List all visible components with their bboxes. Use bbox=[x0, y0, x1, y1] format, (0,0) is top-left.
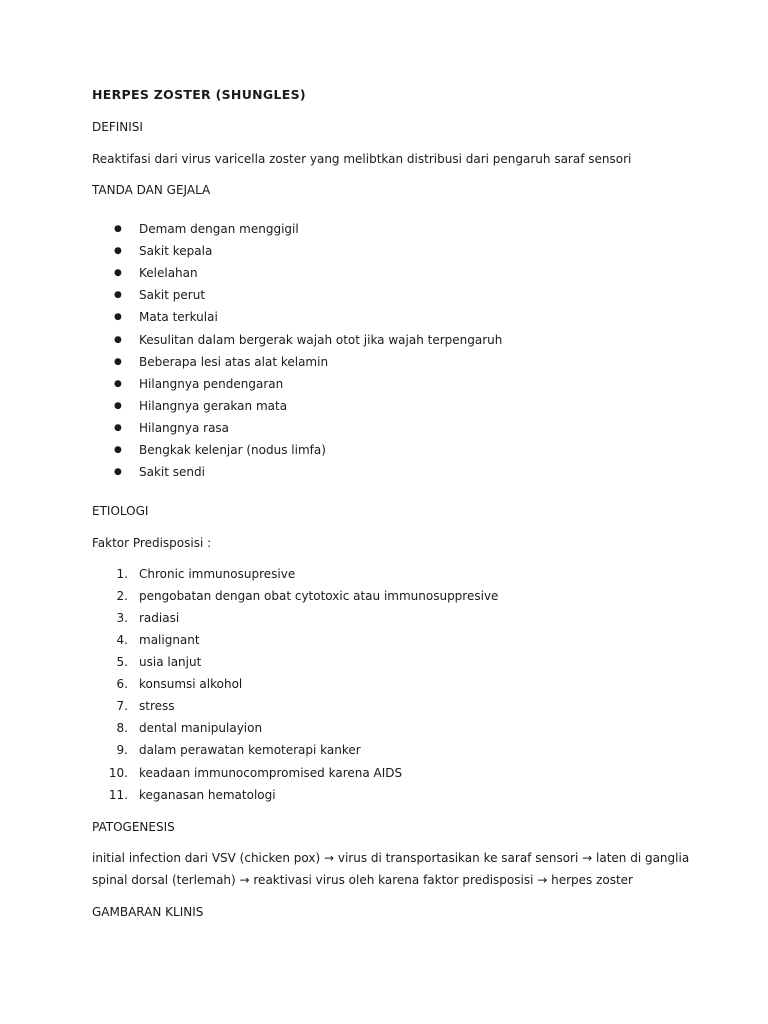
definisi-text: Reaktifasi dari virus varicella zoster yang melibtkan distribusi dari pengaruh saraf sensori bbox=[92, 152, 632, 166]
list-item-text: konsumsi alkohol bbox=[139, 677, 243, 691]
bullet-icon: ● bbox=[114, 379, 122, 389]
list-item-text: stress bbox=[139, 699, 175, 713]
list-number: 10. bbox=[108, 766, 128, 780]
list-item-text: pengobatan dengan obat cytotoxic atau immunosuppresive bbox=[139, 589, 499, 603]
list-item-text: Sakit perut bbox=[139, 288, 206, 302]
list-item-text: Hilangnya pendengaran bbox=[139, 377, 284, 391]
heading-tanda-gejala: TANDA DAN GEJALA bbox=[92, 183, 211, 197]
list-item-text: Hilangnya rasa bbox=[139, 421, 230, 435]
heading-gambaran-klinis: GAMBARAN KLINIS bbox=[92, 905, 204, 919]
list-number: 7. bbox=[116, 699, 128, 713]
list-item-text: malignant bbox=[139, 633, 200, 647]
bullet-icon: ● bbox=[114, 290, 122, 300]
list-item-text: Demam dengan menggigil bbox=[139, 222, 299, 236]
list-number: 8. bbox=[116, 721, 128, 735]
patogenesis-line-1: initial infection dari VSV (chicken pox) → virus di transportasikan ke saraf sensori → laten di ganglia bbox=[92, 851, 690, 865]
list-number: 3. bbox=[116, 611, 128, 625]
list-item-text: Kelelahan bbox=[139, 266, 198, 280]
list-item-text: Sakit kepala bbox=[139, 244, 213, 258]
list-number: 1. bbox=[116, 567, 128, 581]
heading-patogenesis: PATOGENESIS bbox=[92, 820, 175, 834]
list-item-text: usia lanjut bbox=[139, 655, 202, 669]
list-item-text: keganasan hematologi bbox=[139, 788, 276, 802]
list-item-text: Kesulitan dalam bergerak wajah otot jika wajah terpengaruh bbox=[139, 333, 503, 347]
page-title: HERPES ZOSTER (SHUNGLES) bbox=[92, 87, 306, 102]
list-item-text: Beberapa lesi atas alat kelamin bbox=[139, 355, 329, 369]
bullet-icon: ● bbox=[114, 445, 122, 455]
subheading-faktor-predisposisi: Faktor Predisposisi : bbox=[92, 536, 212, 550]
heading-definisi: DEFINISI bbox=[92, 120, 143, 134]
list-item-text: keadaan immunocompromised karena AIDS bbox=[139, 766, 403, 780]
bullet-icon: ● bbox=[114, 401, 122, 411]
list-item-text: Mata terkulai bbox=[139, 310, 218, 324]
heading-etiologi: ETIOLOGI bbox=[92, 504, 149, 518]
list-item-text: Bengkak kelenjar (nodus limfa) bbox=[139, 443, 326, 457]
list-item-text: radiasi bbox=[139, 611, 180, 625]
bullet-icon: ● bbox=[114, 268, 122, 278]
list-item-text: Chronic immunosupresive bbox=[139, 567, 296, 581]
bullet-icon: ● bbox=[114, 224, 122, 234]
list-number: 2. bbox=[116, 589, 128, 603]
list-number: 5. bbox=[116, 655, 128, 669]
bullet-icon: ● bbox=[114, 246, 122, 256]
bullet-icon: ● bbox=[114, 335, 122, 345]
list-number: 6. bbox=[116, 677, 128, 691]
bullet-icon: ● bbox=[114, 357, 122, 367]
list-item-text: Hilangnya gerakan mata bbox=[139, 399, 288, 413]
list-number: 9. bbox=[116, 743, 128, 757]
list-item-text: dalam perawatan kemoterapi kanker bbox=[139, 743, 361, 757]
list-number: 11. bbox=[108, 788, 128, 802]
patogenesis-line-2: spinal dorsal (terlemah) → reaktivasi virus oleh karena faktor predisposisi → herpes zoster bbox=[92, 873, 633, 887]
bullet-icon: ● bbox=[114, 423, 122, 433]
list-number: 4. bbox=[116, 633, 128, 647]
list-item-text: Sakit sendi bbox=[139, 465, 205, 479]
list-item-text: dental manipulayion bbox=[139, 721, 263, 735]
bullet-icon: ● bbox=[114, 312, 122, 322]
bullet-icon: ● bbox=[114, 467, 122, 477]
